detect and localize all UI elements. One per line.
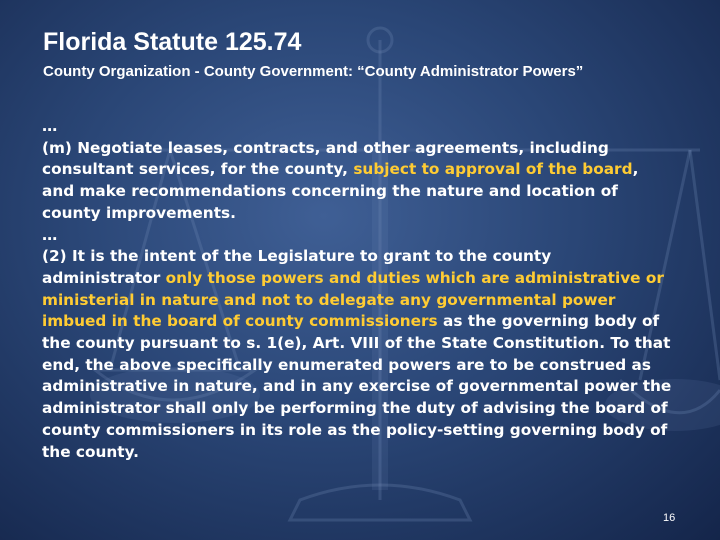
paragraph-2-highlight: only those powers and duties which are administrative or ministerial in nature and not to delegate any governmental power imbued in the board of county commissioners: [42, 268, 664, 331]
ellipsis-line: …: [42, 117, 58, 135]
ellipsis-line: …: [42, 225, 58, 244]
paragraph-m-text: (m) Negotiate leases, contracts, and other agreements, including consultant services, for the county,: [42, 138, 609, 179]
paragraph-2: [42, 246, 672, 463]
paragraph-m: [42, 138, 672, 225]
page-number: 16: [663, 512, 676, 524]
statute-text: [42, 116, 672, 463]
paragraph-2-text: (2) It is the intent of the Legislature to grant to the county administrator: [42, 247, 552, 287]
paragraph-m-highlight: subject to approval of the board: [353, 160, 633, 179]
paragraph-2-text-end: as the governing body of the county pursuant to s. 1(e), Art. VIII of the State Constitution. To that end, the above specifically enumerated powers are to be construed as administrative in nature, and in any exercise of governmental power the administrator shall only be performing the duty of advising the board of county commissioners in its role as the policy-setting governing body of the county.: [42, 312, 672, 461]
slide-title: Florida Statute 125.74: [43, 28, 302, 56]
paragraph-m-text-end: , and make recommendations concerning the nature and location of county improvements.: [42, 160, 639, 222]
slide-subtitle: County Organization - County Government: “County Administrator Powers”: [43, 63, 584, 80]
